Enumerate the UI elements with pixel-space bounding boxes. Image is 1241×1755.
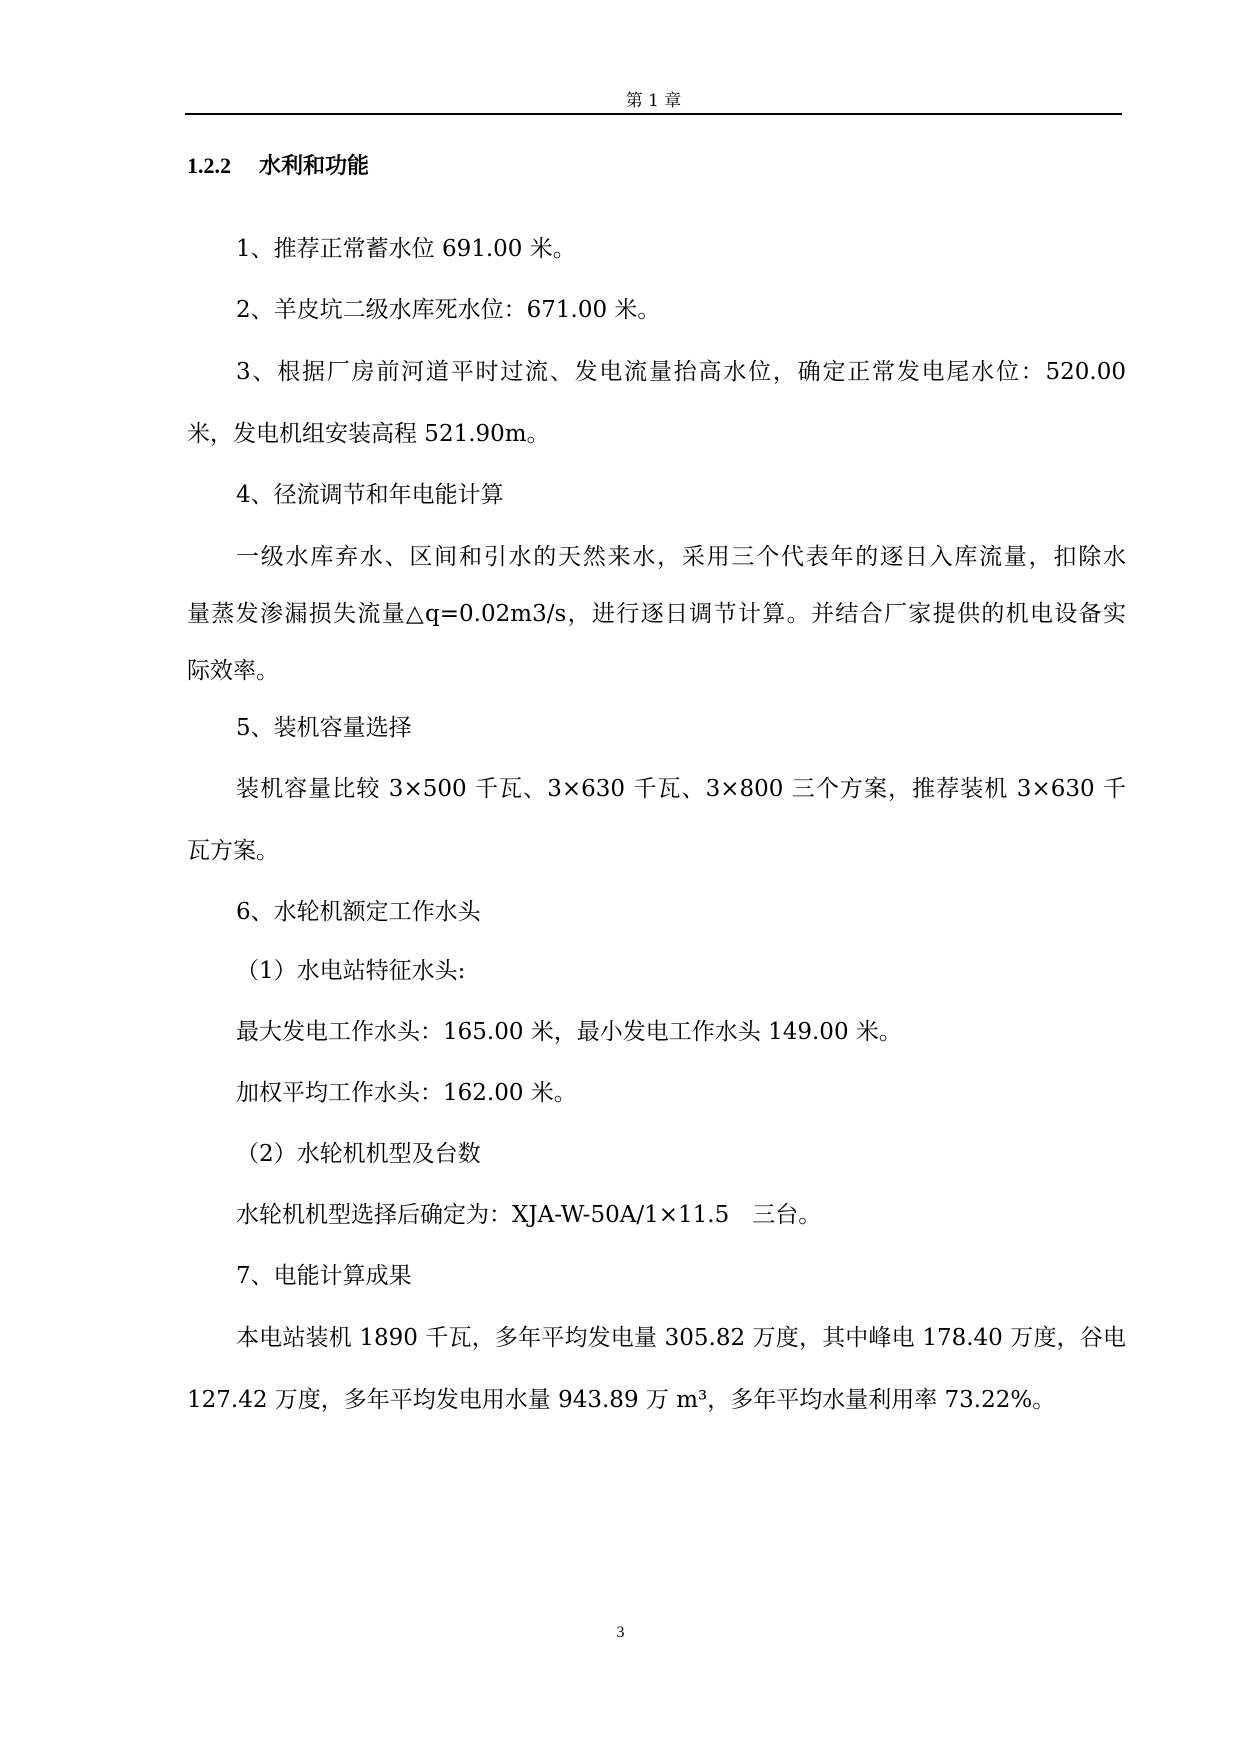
line-dead-water-level: 2、羊皮坑二级水库死水位：671.00 米。 — [236, 297, 661, 323]
page-number: 3 — [616, 1624, 625, 1641]
header-rule — [185, 113, 1122, 115]
paragraph-runoff-line-1: 一级水库弃水、区间和引水的天然来水，采用三个代表年的逐日入库流量，扣除水 — [236, 544, 1126, 570]
line-item-5-heading: 5、装机容量选择 — [236, 715, 412, 741]
line-turbine-model: 水轮机机型选择后确定为：XJA-W-50A/1×11.5 三台。 — [236, 1202, 822, 1228]
paragraph-results-line-1: 本电站装机 1890 千瓦，多年平均发电量 305.82 万度，其中峰电 178.40 万度，谷电 — [236, 1325, 1126, 1351]
section-heading — [187, 150, 369, 182]
paragraph-results-line-2: 127.42 万度，多年平均发电用水量 943.89 万 m³，多年平均水量利用率 73.22%。 — [187, 1387, 1056, 1413]
line-item-6-heading: 6、水轮机额定工作水头 — [236, 899, 481, 925]
section-title: 水利和功能 — [259, 153, 370, 179]
chapter-header: 第 1 章 — [625, 91, 682, 111]
section-number: 1.2.2 — [187, 153, 231, 178]
line-tailwater-level: 3、根据厂房前河道平时过流、发电流量抬高水位，确定正常发电尾水位：520.00 — [236, 359, 1126, 385]
line-installation-elevation: 米，发电机组安装高程 521.90m。 — [187, 421, 550, 447]
line-turbine-type-heading: （2）水轮机机型及台数 — [236, 1141, 481, 1167]
line-weighted-head: 加权平均工作水头：162.00 米。 — [236, 1080, 577, 1106]
line-max-min-head: 最大发电工作水头：165.00 米，最小发电工作水头 149.00 米。 — [236, 1019, 902, 1045]
paragraph-runoff-line-3: 际效率。 — [187, 658, 279, 684]
paragraph-capacity-line-1: 装机容量比较 3×500 千瓦、3×630 千瓦、3×800 三个方案，推荐装机 3×630 千 — [236, 776, 1126, 802]
line-normal-water-level: 1、推荐正常蓄水位 691.00 米。 — [236, 236, 576, 262]
line-item-7-heading: 7、电能计算成果 — [236, 1263, 412, 1289]
line-characteristic-head: （1）水电站特征水头: — [236, 958, 466, 984]
paragraph-runoff-line-2: 量蒸发渗漏损失流量△q=0.02m3/s，进行逐日调节计算。并结合厂家提供的机电设备实 — [187, 601, 1126, 627]
paragraph-capacity-line-2: 瓦方案。 — [187, 838, 279, 864]
line-item-4-heading: 4、径流调节和年电能计算 — [236, 482, 504, 508]
